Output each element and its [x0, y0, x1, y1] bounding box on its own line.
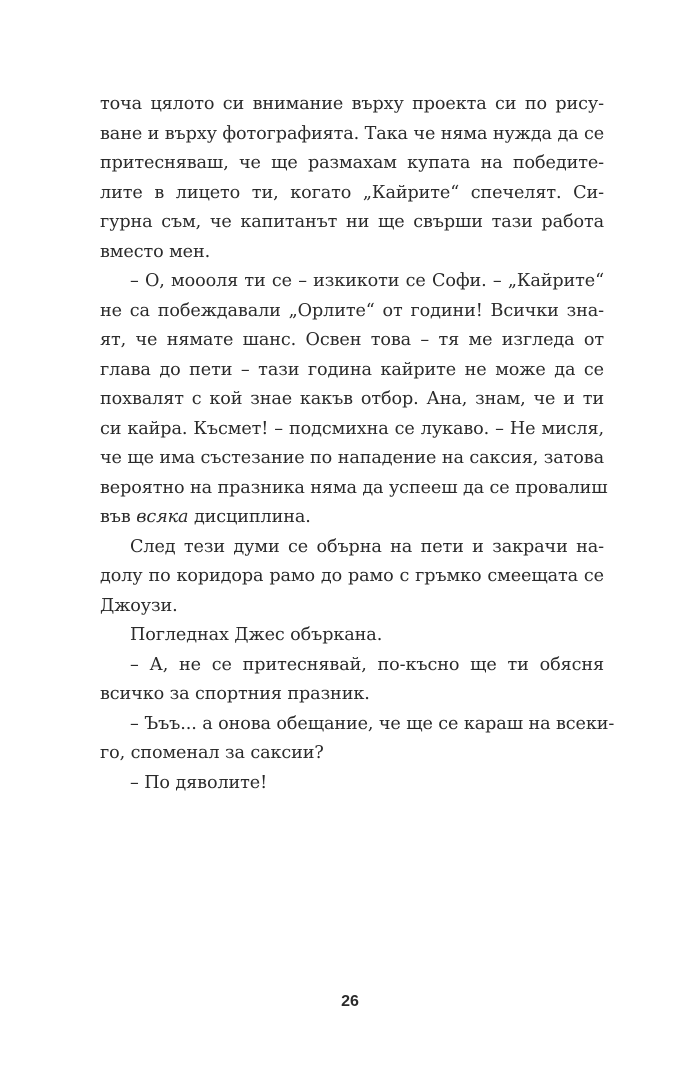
text-line	[100, 503, 604, 533]
emphasized-word: всяка	[136, 507, 189, 527]
text-line: че ще има състезание по нападение на саксия, затова	[100, 448, 604, 468]
text-span: във	[100, 507, 137, 527]
text-line: ят, че нямате шанс. Освен това – тя ме изгледа от	[100, 330, 604, 350]
text-line: вместо мен.	[100, 241, 211, 262]
text-line: ване и върху фотографията. Така че няма нужда да се	[100, 123, 605, 144]
page-number: 26	[341, 993, 359, 1010]
text-line: – Ъъъ... а онова обещание, че ще се караш на всеки-	[130, 713, 615, 734]
text-line: не са побеждавали „Орлите“ от години! Всички зна-	[100, 300, 604, 321]
text-line: лите в лицето ти, когато „Кайрите“ спечелят. Си-	[100, 182, 604, 203]
text-line: – А, не се притеснявай, по-късно ще ти обясня	[130, 654, 604, 675]
text-line: След тези думи се обърна на пети и закрачи на-	[130, 536, 604, 557]
paragraph	[100, 769, 604, 799]
text-span: дисциплина.	[188, 507, 311, 527]
text-line: притесняваш, че ще размахам купата на победите-	[100, 153, 604, 173]
paragraph	[100, 651, 604, 710]
text-line: точа цялото си внимание върху проекта си по рису-	[100, 94, 604, 114]
text-line: гурна съм, че капитанът ни ще свърши тази работа	[100, 212, 604, 232]
text-line: вероятно на празника няма да успееш да се провалиш	[100, 477, 608, 498]
text-line: глава до пети – тази година кайрите не може да се	[100, 359, 604, 380]
text-line: Джоузи.	[100, 595, 178, 616]
paragraph	[100, 533, 604, 622]
text-line: похвалят с кой знае какъв отбор. Ана, знам, че и ти	[100, 389, 604, 409]
text-line: – По дяволите!	[130, 772, 268, 793]
paragraph	[100, 710, 615, 769]
text-line: Погледнах Джес объркана.	[130, 625, 383, 645]
text-line: – О, моооля ти се – изкикоти се Софи. – „Кайрите“	[130, 271, 604, 291]
text-line: долу по коридора рамо до рамо с гръмко смеещата се	[100, 566, 604, 586]
text-line: го, споменал за саксии?	[100, 743, 324, 763]
paragraph	[100, 621, 604, 651]
paragraph	[100, 90, 604, 267]
text-line: всичко за спортния празник.	[100, 684, 370, 704]
text-line: си кайра. Късмет! – подсмихна се лукаво. – Не мисля,	[100, 418, 604, 439]
page-body	[100, 90, 615, 798]
paragraph	[100, 267, 608, 533]
